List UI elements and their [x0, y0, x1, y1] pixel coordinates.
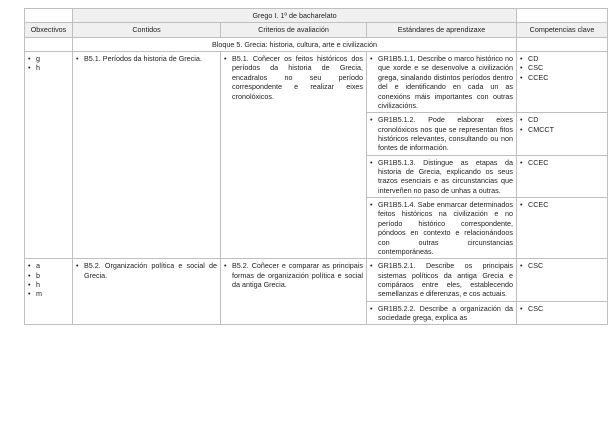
standard-cell: [367, 198, 517, 259]
header-criteria: Criterios de avaliación: [221, 23, 367, 37]
empty-block-cell: [517, 37, 608, 51]
criterion-cell: [221, 52, 367, 259]
competence-item: • CMCCT: [520, 125, 604, 134]
course-title: Grego I. 1º de bacharelato: [73, 9, 517, 23]
content-cell: [73, 259, 221, 325]
competences-cell: [517, 155, 608, 197]
objective-item: • b: [28, 271, 69, 280]
objective-item: • a: [28, 261, 69, 270]
content-item: • B5.1. Períodos da historia de Grecia.: [76, 54, 217, 63]
criterion-cell: [221, 259, 367, 325]
empty-corner-cell: [25, 9, 73, 23]
competence-item: • CSC: [520, 304, 604, 313]
criterion-item: • B5.2. Coñecer e comparar as principais formas de organización política e social da antiga Grecia.: [224, 261, 363, 289]
content-cell: [73, 52, 221, 259]
competence-item: • CCEC: [520, 200, 604, 209]
competence-item: • CSC: [520, 63, 604, 72]
objective-item: • g: [28, 54, 69, 63]
competences-cell: [517, 259, 608, 301]
objective-item: • h: [28, 63, 69, 72]
competence-item: • CD: [520, 54, 604, 63]
standard-item: • GR1B5.2.1. Describe os principais sistemas políticos da antiga Grecia e compáraos entre eles, establecendo semellanzas e diferenzas, e cos actuais.: [370, 261, 513, 298]
header-objectives: Obxectivos: [25, 23, 73, 37]
objective-item: • h: [28, 280, 69, 289]
empty-block-cell: [25, 37, 73, 51]
block-row: [25, 37, 608, 51]
competence-item: • CCEC: [520, 158, 604, 167]
header-competences: Competencias clave: [517, 23, 608, 37]
competence-item: • CD: [520, 115, 604, 124]
header-contents: Contidos: [73, 23, 221, 37]
standard-item: • GR1B5.2.2. Describe a organización da sociedade grega, explica as: [370, 304, 513, 323]
standard-cell: [367, 52, 517, 113]
objectives-cell: [25, 52, 73, 259]
competences-cell: [517, 52, 608, 113]
block-title: Bloque 5. Grecia: historia, cultura, arte e civilización: [73, 37, 517, 51]
standard-cell: [367, 301, 517, 325]
competence-item: • CSC: [520, 261, 604, 270]
competence-item: • CCEC: [520, 73, 604, 82]
standard-item: • GR1B5.1.3. Distingue as etapas da historia de Grecia, explicando os seus trazos esenciais e as circunstancias que interveñen no paso de unhas a outras.: [370, 158, 513, 195]
competences-cell: [517, 301, 608, 325]
standard-cell: [367, 113, 517, 155]
header-row: [25, 23, 608, 37]
standard-item: • GR1B5.1.2. Pode elaborar eixes cronolóxicos nos que se representan fitos históricos relevantes, consultando ou non fontes de información.: [370, 115, 513, 152]
standard-cell: [367, 155, 517, 197]
standard-item: • GR1B5.1.1. Describe o marco histórico no que xorde e se desenvolve a civilización grega, sinalando distintos períodos dentro del e identificando en cada un as conexións máis importantes con outras civilizacións.: [370, 54, 513, 110]
curriculum-table: [24, 8, 608, 325]
objective-item: • m: [28, 289, 69, 298]
header-standards: Estándares de aprendizaxe: [367, 23, 517, 37]
standard-cell: [367, 259, 517, 301]
course-title-row: [25, 9, 608, 23]
criterion-item: • B5.1. Coñecer os feitos históricos dos períodos da historia de Grecia, encadralos no seu período correspondente e realizar eixes cronolóxicos.: [224, 54, 363, 101]
content-item: • B5.2. Organización política e social de Grecia.: [76, 261, 217, 280]
standard-item: • GR1B5.1.4. Sabe enmarcar determinados feitos históricos na civilización e no período histórico correspondente, póndoos en contexto e relacionándoos con outras circunstancias contemporáneas.: [370, 200, 513, 256]
empty-corner-cell: [517, 9, 608, 23]
table-row: [25, 259, 608, 301]
objectives-cell: [25, 259, 73, 325]
table-row: [25, 52, 608, 113]
competences-cell: [517, 113, 608, 155]
competences-cell: [517, 198, 608, 259]
